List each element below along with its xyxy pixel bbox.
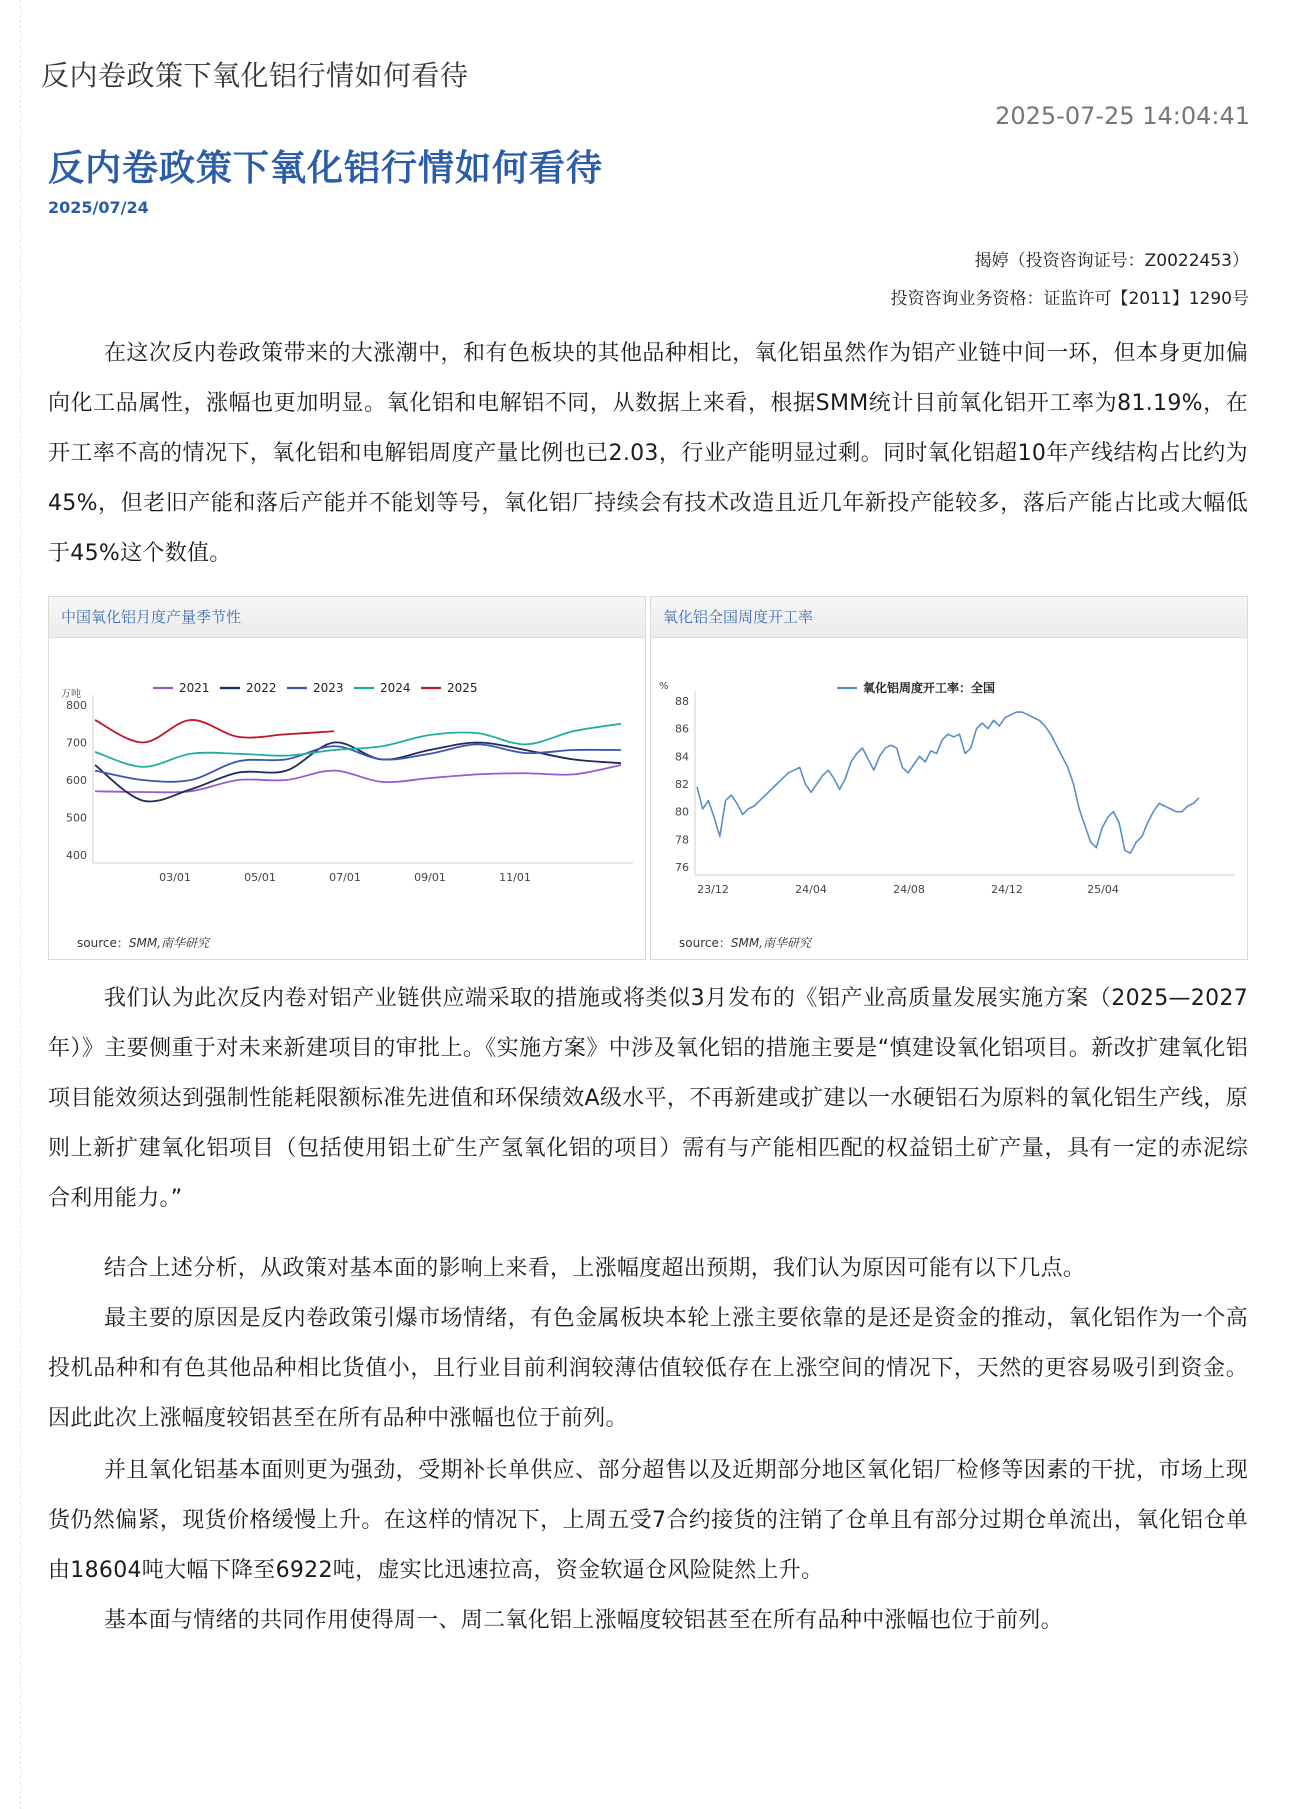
page-border [20,0,21,1809]
y-axis-unit: % [659,681,669,692]
legend-label: 2023 [313,681,344,695]
browser-title: 反内卷政策下氧化铝行情如何看待 [41,59,469,92]
y-tick-label: 800 [66,699,87,712]
chart-title: 中国氧化铝月度产量季节性 [49,597,645,638]
paragraph-2: 我们认为此次反内卷对铝产业链供应端采取的措施或将类似3月发布的《铝产业高质量发展实施方案（2025—2027年）》主要侧重于对未来新建项目的审批上。《实施方案》中涉及氧化铝的措施主要是“慎建设氧化铝项目。新改扩建氧化铝项目能效须达到强制性能耗限额标准先进值和环保绩效A级水平，不再新建或扩建以一水硬铝石为原料的氧化铝生产线，原则上新扩建氧化铝项目（包括使用铝土矿生产氢氧化铝的项目）需有与产能相匹配的权益铝土矿产量，具有一定的赤泥综合利用能力。” [48,986,1248,1211]
article-date: 2025/07/24 [48,198,149,217]
x-tick-label: 25/04 [1087,883,1119,896]
x-tick-label: 07/01 [329,871,361,884]
chart-source [679,934,811,951]
timestamp: 2025-07-25 14:04:41 [995,102,1250,130]
source-value: SMM,南华研究 [730,936,811,950]
y-tick-label: 76 [675,861,689,874]
paragraph-5: 并且氧化铝基本面则更为强劲，受期补长单供应、部分超售以及近期部分地区氧化铝厂检修等因素的干扰，市场上现货仍然偏紧，现货价格缓慢上升。在这样的情况下，上周五受7合约接货的注销了仓单且有部分过期仓单流出，氧化铝仓单由18604吨大幅下降至6922吨，虚实比迅速拉高，资金软逼仓风险陡然上升。 [48,1458,1248,1583]
x-tick-label: 09/01 [414,871,446,884]
y-tick-label: 600 [66,774,87,787]
y-tick-label: 400 [66,849,87,862]
source-label: source： [679,936,731,950]
x-tick-label: 03/01 [159,871,191,884]
article-title: 反内卷政策下氧化铝行情如何看待 [48,148,604,189]
y-tick-label: 500 [66,811,87,825]
source-value: SMM,南华研究 [128,936,209,950]
x-tick-label: 11/01 [499,871,531,884]
series-line-2024 [95,724,621,767]
y-tick-label: 86 [675,722,689,736]
chart-source [77,934,209,951]
paragraph-4: 最主要的原因是反内卷政策引爆市场情绪，有色金属板块本轮上涨主要依靠的是还是资金的推动，氧化铝作为一个高投机品种和有色其他品种相比货值小，且行业目前利润较薄估值较低存在上涨空间的情况下，天然的更容易吸引到资金。因此此次上涨幅度较铝甚至在所有品种中涨幅也位于前列。 [48,1306,1248,1431]
y-tick-label: 80 [675,805,689,819]
legend-label: 2022 [246,681,277,695]
paragraph-1: 在这次反内卷政策带来的大涨潮中，和有色板块的其他品种相比，氧化铝虽然作为铝产业链中间一环，但本身更加偏向化工品属性，涨幅也更加明显。氧化铝和电解铝不同，从数据上来看，根据SMM统计目前氧化铝开工率为81.19%，在开工率不高的情况下，氧化铝和电解铝周度产量比例也已2.03，行业产能明显过剩。同时氧化铝超10年产线结构占比约为45%，但老旧产能和落后产能并不能划等号，氧化铝厂持续会有技术改造且近几年新投产能较多，落后产能占比或大幅低于45%这个数值。 [48,341,1248,566]
series-line-氧化铝周度开工率：全国 [697,712,1199,853]
paragraph-3: 结合上述分析，从政策对基本面的影响上来看，上涨幅度超出预期，我们认为原因可能有以下几点。 [104,1256,1086,1281]
y-tick-label: 84 [675,750,689,764]
chart-monthly-output [49,637,645,959]
paragraph-6: 基本面与情绪的共同作用使得周一、周二氧化铝上涨幅度较铝甚至在所有品种中涨幅也位于前列。 [104,1608,1063,1633]
x-tick-label: 23/12 [697,883,729,896]
source-label: source： [77,936,129,950]
y-tick-label: 88 [675,695,689,708]
chart-panel-weekly-operating-rate [650,596,1248,960]
series-line-2021 [95,765,621,792]
y-tick-label: 78 [675,833,689,847]
series-line-2025 [95,720,334,743]
legend-label: 氧化铝周度开工率：全国 [863,681,996,695]
x-tick-label: 24/08 [893,883,925,896]
x-tick-label: 05/01 [244,871,276,884]
legend-label: 2021 [179,681,210,695]
y-tick-label: 82 [675,778,689,791]
legend-label: 2024 [380,681,411,695]
chart-title: 氧化铝全国周度开工率 [651,597,1247,638]
chart-weekly-operating-rate [651,637,1247,959]
author-line: 揭婷（投资咨询证号：Z0022453） [974,251,1249,271]
legend-label: 2025 [447,681,478,695]
x-tick-label: 24/12 [991,883,1023,896]
qualification-line: 投资咨询业务资格：证监许可【2011】1290号 [890,289,1249,309]
x-tick-label: 24/04 [795,883,827,896]
y-tick-label: 700 [66,736,87,750]
chart-panel-monthly-output [48,596,646,960]
y-axis-unit: 万吨 [61,689,81,700]
